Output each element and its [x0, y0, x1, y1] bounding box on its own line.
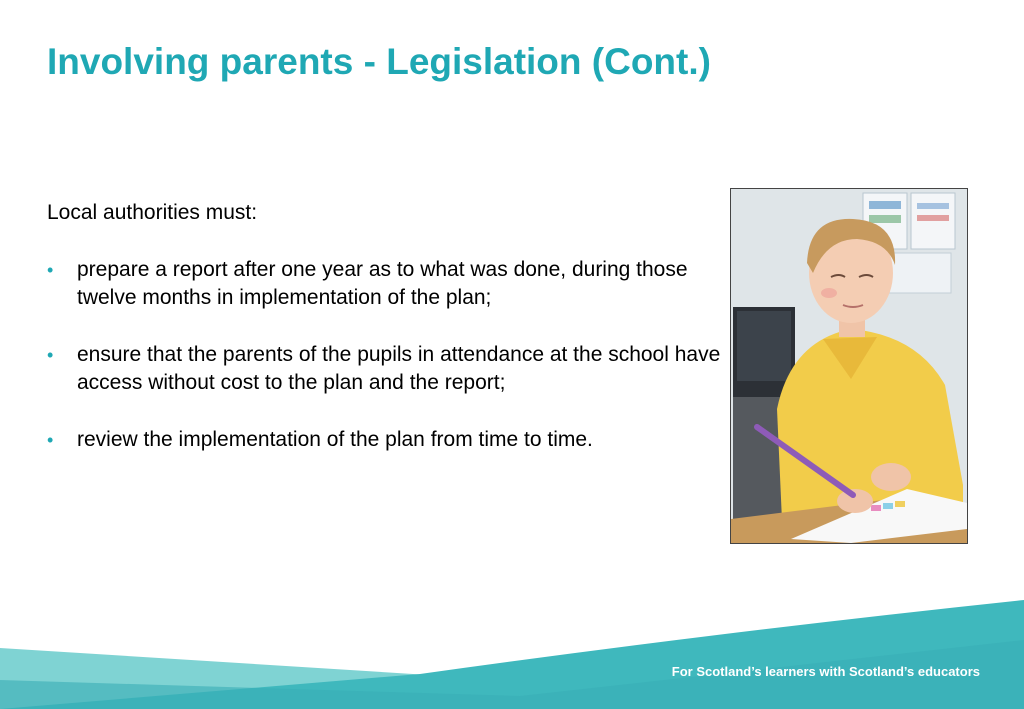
intro-text: Local authorities must: — [47, 201, 258, 224]
bullet-icon: • — [47, 345, 54, 365]
bullet-item — [47, 341, 727, 397]
bullet-item — [47, 426, 727, 454]
bullet-list — [47, 256, 727, 483]
bullet-text: review the implementation of the plan from time to time. — [77, 428, 593, 451]
bullet-text: prepare a report after one year as to what was done, during those twelve months in implementation of the plan; — [77, 258, 688, 309]
footer-tagline: For Scotland’s learners with Scotland’s educators — [671, 664, 980, 679]
bullet-icon: • — [47, 260, 54, 280]
slide-title: Involving parents - Legislation (Cont.) — [47, 41, 711, 82]
pupil-photo — [730, 188, 968, 544]
bullet-icon: • — [47, 430, 54, 450]
bullet-text: ensure that the parents of the pupils in attendance at the school have access without cost to the plan and the report; — [77, 343, 721, 394]
pupil-illustration — [731, 189, 967, 543]
bullet-item — [47, 256, 727, 312]
footer-wave-decoration — [0, 600, 1024, 709]
